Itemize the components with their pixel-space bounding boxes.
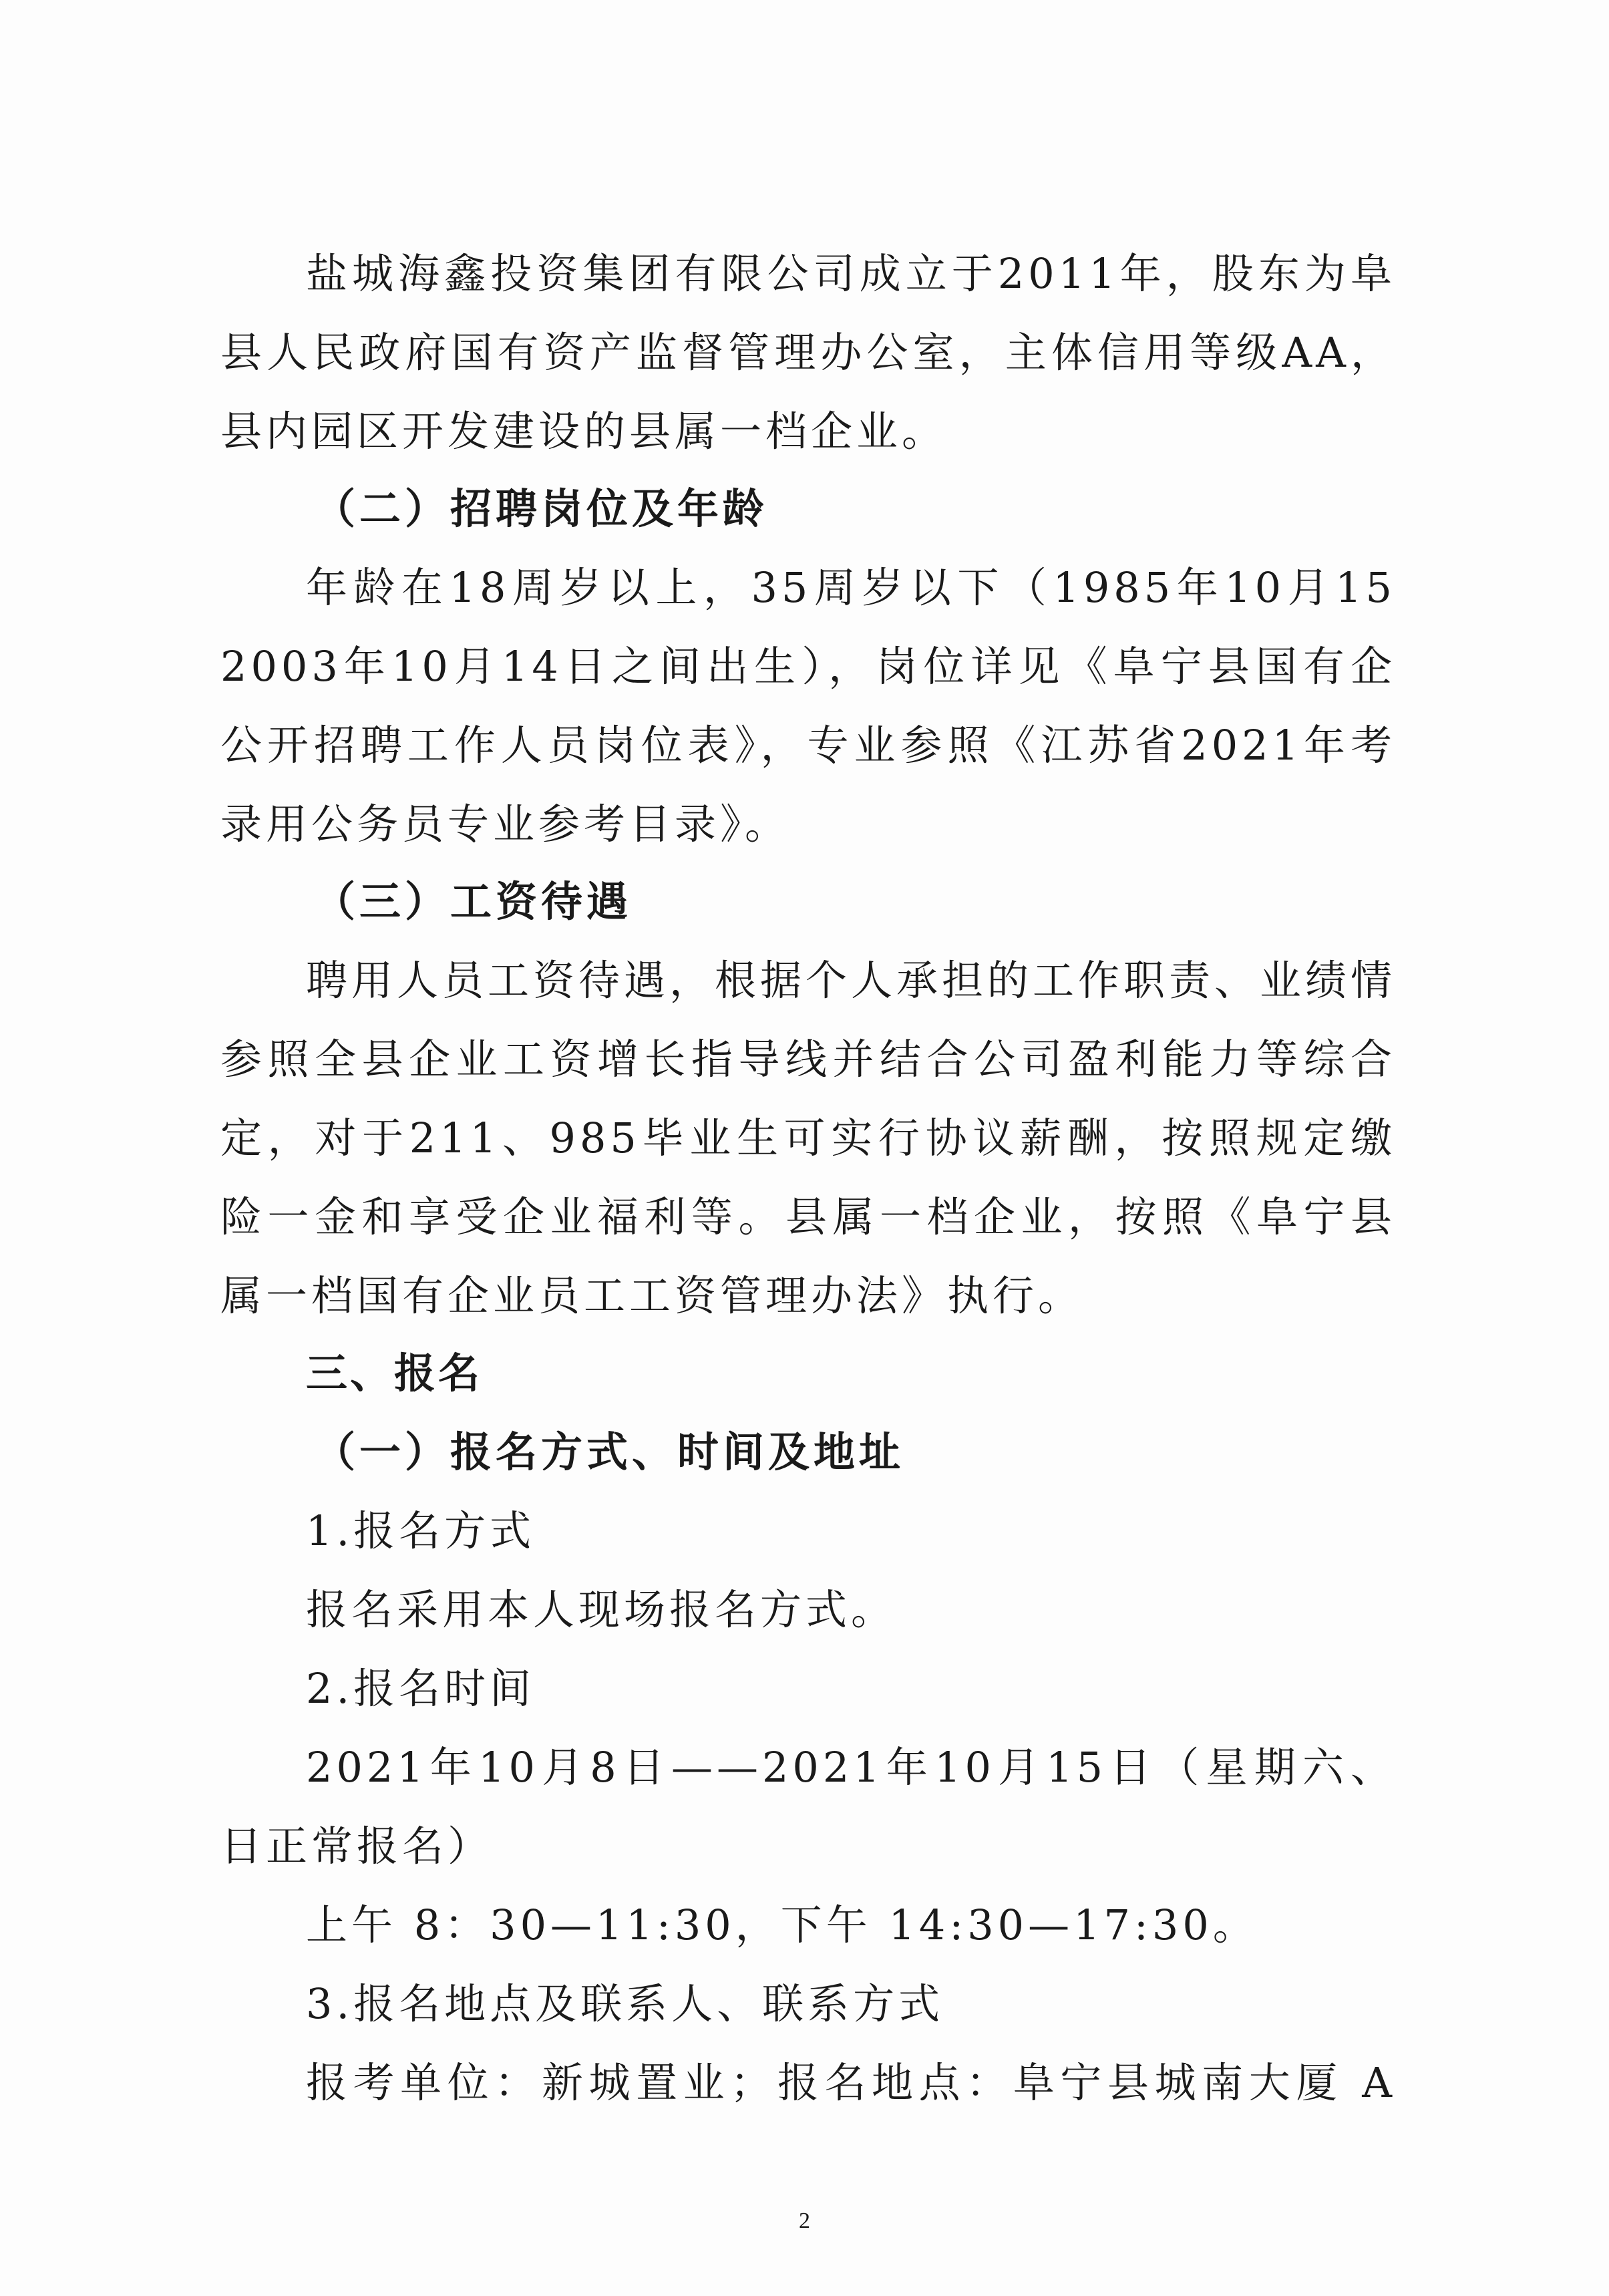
intro-line-3: 县内园区开发建设的县属一档企业。 <box>220 407 948 456</box>
registration-heading: （一）报名方式、时间及地址 <box>314 1428 905 1476</box>
chapter3-heading: 三、报名 <box>306 1349 483 1398</box>
item2-text-line-2: 日正常报名） <box>220 1822 494 1870</box>
age-line-1: 年龄在18周岁以上，35周岁以下（1985年10月15 <box>306 563 1396 612</box>
age-line-3: 公开招聘工作人员岗位表》，专业参照《江苏省2021年考 <box>220 721 1396 770</box>
salary-line-1: 聘用人员工资待遇，根据个人承担的工作职责、业绩情 <box>306 956 1396 1005</box>
age-line-2: 2003年10月14日之间出生），岗位详见《阜宁县国有企 <box>220 642 1396 691</box>
section3-heading: （三）工资待遇 <box>314 877 633 926</box>
page-number: 2 <box>799 2208 810 2233</box>
item2-text-line-1: 2021年10月8日——2021年10月15日（星期六、 <box>306 1743 1396 1792</box>
item3-title: 3.报名地点及联系人、联系方式 <box>306 1979 944 2028</box>
salary-line-4: 险一金和享受企业福利等。县属一档企业，按照《阜宁县 <box>220 1192 1396 1241</box>
salary-line-3: 定，对于211、985毕业生可实行协议薪酬，按照规定缴 <box>220 1114 1396 1162</box>
item1-text: 报名采用本人现场报名方式。 <box>306 1585 897 1634</box>
item2-title: 2.报名时间 <box>306 1664 536 1713</box>
section2-heading: （二）招聘岗位及年龄 <box>314 484 769 533</box>
salary-line-2: 参照全县企业工资增长指导线并结合公司盈利能力等综合 <box>220 1035 1396 1084</box>
salary-line-5: 属一档国有企业员工工资管理办法》执行。 <box>220 1271 1084 1320</box>
item3-text: 报考单位：新城置业；报名地点：阜宁县城南大厦 A <box>306 2058 1396 2107</box>
age-line-4: 录用公务员专业参考目录》。 <box>220 800 791 848</box>
intro-line-1: 盐城海鑫投资集团有限公司成立于2011年，股东为阜 <box>306 249 1396 298</box>
item1-title: 1.报名方式 <box>306 1506 536 1555</box>
hours-text: 上午 8：30—11:30，下午 14:30—17:30。 <box>306 1901 1258 1949</box>
intro-line-2: 县人民政府国有资产监督管理办公室，主体信用等级AA， <box>220 328 1396 377</box>
